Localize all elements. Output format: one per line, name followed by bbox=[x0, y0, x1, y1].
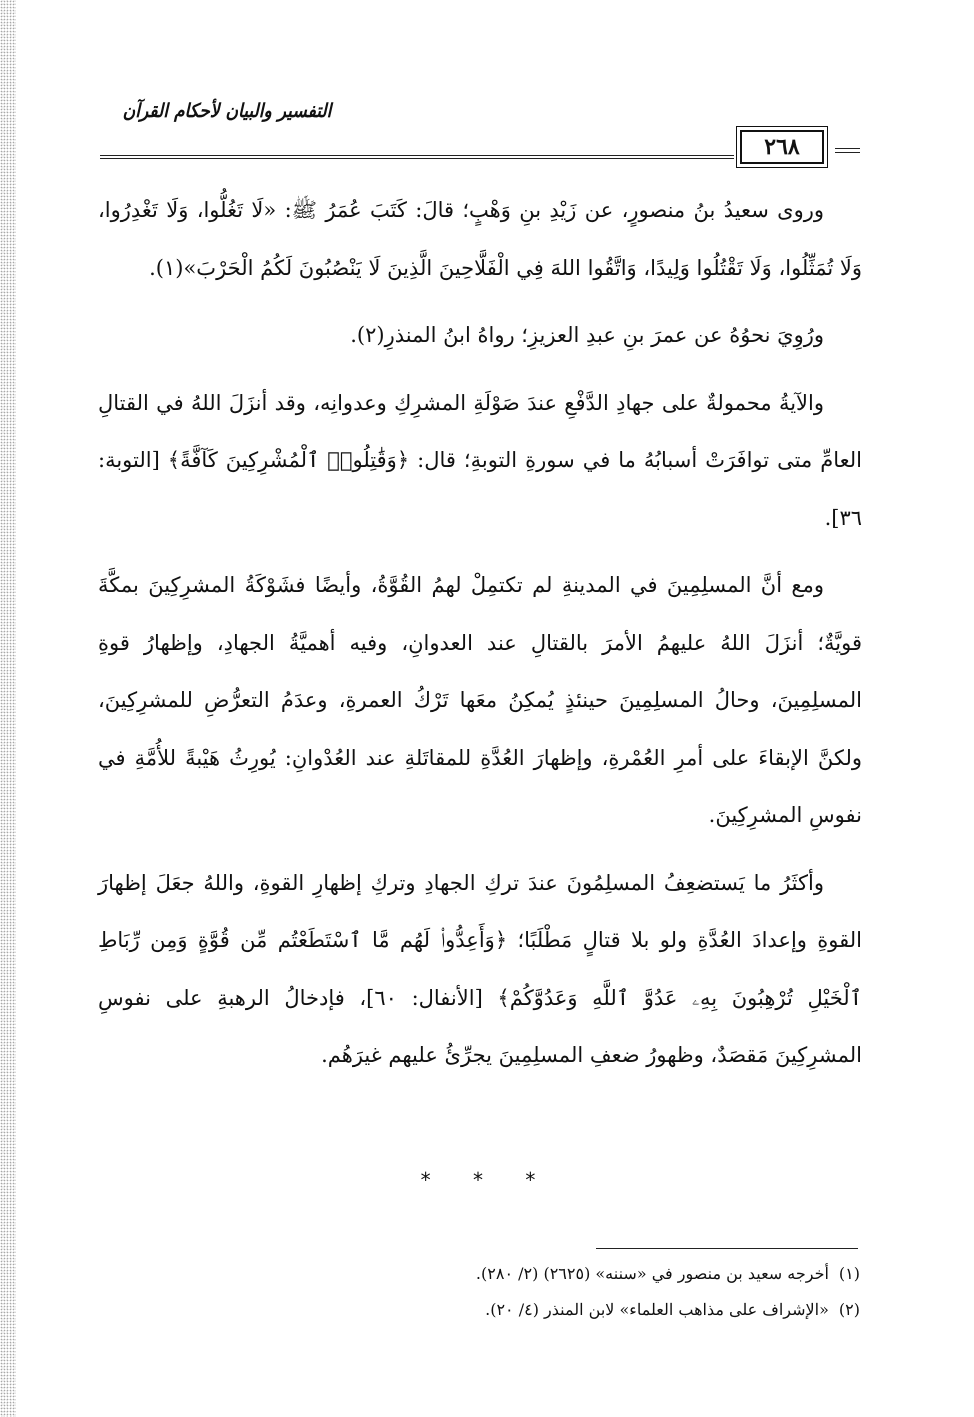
paragraph-3: والآيةُ محمولةٌ على جهادِ الدَّفْعِ عندَ صَوْلَةِ المشرِكِ وعدوانِه، وقد أنزَلَ اللهُ في القتالِ العامِّ متى توافَرَتْ أسبابُهُ ما في سورةِ التوبةِ؛ قال: ﴿وَقَٰتِلُوا۟ ٱلْمُشْرِكِينَ كَآفَّةً﴾ [التوبة: ٣٦]. bbox=[98, 390, 862, 530]
header-rule-right-secondary bbox=[835, 152, 860, 153]
footnote-text: أخرجه سعيد بن منصور في «سننه» (٢٦٢٥) (٢/ ٢٨٠). bbox=[475, 1264, 829, 1283]
page-header bbox=[100, 98, 860, 162]
page-number: ٢٦٨ bbox=[740, 130, 824, 164]
paragraph-1: وروى سعيدُ بنُ منصورٍ، عن زَيْدِ بنِ وَهْبٍ؛ قالَ: كَتَبَ عُمَرُ ﷺ: «لَا تَغُلُّوا، وَلَا تَغْدِرُوا، وَلَا تُمَثِّلُوا، وَلَا تَقْتُلُوا وَلِيدًا، وَاتَّقُوا اللهَ فِي الْفَلَّاحِينَ الَّذِينَ لَا يَنْصُبُونَ لَكُمُ الْحَرْبَ»(١). bbox=[98, 198, 862, 280]
footnote-item bbox=[200, 1292, 860, 1328]
section-divider: * * * bbox=[420, 1168, 554, 1192]
paragraph-4: ومع أنَّ المسلِمِينَ في المدينةِ لم تكتمِلْ لهمُ القُوَّةُ، وأيضًا فشَوْكَةُ المشرِكِينَ بمكَّةَ قويَّةٌ؛ أنزَلَ اللهُ عليهمُ الأمرَ بالقتالِ عند العدوانِ، وفيه أهميَّةُ الجهادِ، وإظهارُ قوةِ المسلِمِينَ، وحالُ المسلِمِينَ حينئذٍ يُمكِنُ معَها تَرْكُ العمرةِ، وعدَمُ التعرُّضِ للمشرِكِينَ، ولكنَّ الإبقاءَ على أمرِ العُمْرةِ، وإظهارَ العُدَّةِ للمقاتَلةِ عند العُدْوانِ: يُورِثُ هَيْبةً للأُمَّةِ في نفوسِ المشرِكِينَ. bbox=[98, 573, 862, 827]
footnotes bbox=[200, 1256, 860, 1328]
footnote-number: (٢) bbox=[838, 1300, 860, 1319]
header-rule-right bbox=[835, 148, 860, 149]
header-rule-secondary bbox=[100, 158, 734, 159]
running-title: التفسير والبيان لأحكام القرآن bbox=[122, 100, 332, 122]
paragraph-5: وأكثَرُ ما يَستضعِفُ المسلِمُونَ عندَ تركِ الجهادِ وتركِ إظهارِ القوةِ، واللهُ جعَلَ إظهارَ القوةِ وإعدادَ العُدَّةِ ولو بلا قتالٍ مَطْلَبًا؛ ﴿وَأَعِدُّوا۟ لَهُم مَّا ٱسْتَطَعْتُم مِّن قُوَّةٍ وَمِن رِّبَاطِ ٱلْخَيْلِ تُرْهِبُونَ بِهِۦ عَدُوَّ ٱللَّهِ وَعَدُوَّكُمْ﴾ [الأنفال: ٦٠]، فإدخالُ الرهبةِ على نفوسِ المشرِكِينَ مَقصَدٌ، وظهورُ ضعفِ المسلِمِينَ يجرِّئُ عليهم غيرَهُم. bbox=[98, 870, 862, 1067]
main-text bbox=[98, 182, 862, 1085]
footnote-item bbox=[200, 1256, 860, 1292]
scan-edge-strip bbox=[0, 0, 16, 1417]
footnote-text: «الإشراف على مذاهب العلماء» لابن المنذر (٤/ ٢٠). bbox=[485, 1300, 829, 1319]
footnote-separator bbox=[596, 1248, 858, 1249]
footnote-number: (١) bbox=[838, 1264, 860, 1283]
paragraph-2: ورُوِيَ نحوُهُ عن عمرَ بنِ عبدِ العزيزِ؛ رواهُ ابنُ المنذرِ(٢). bbox=[350, 323, 824, 347]
header-rule bbox=[100, 155, 734, 156]
